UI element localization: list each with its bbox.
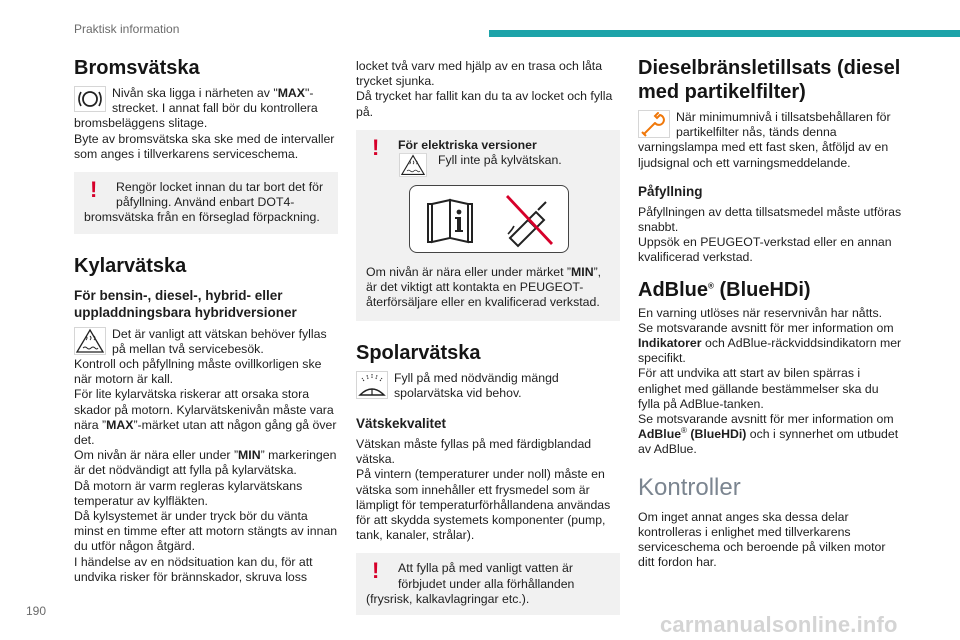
brake-fluid-title: Bromsvätska	[74, 57, 200, 79]
brake-paragraph: Nivån ska ligga i närheten av "MAX"-strecket. I annat fall bör du kontrollera bromsbeläggens slitage. Byte av bromsvätska ska ske med de intervaller som anges i tillverkarens serviceschema.	[74, 86, 335, 161]
brake-warning-box: ! Rengör locket innan du tar bort det för påfyllning. Använd enbart DOT4-bromsvätska från en förseglad förpackning.	[74, 172, 338, 234]
adblue-paragraph: En varning utlöses när reservnivån har nåtts. Se motsvarande avsnitt för mer information om Indikatorer och AdBlue-räckviddsindikatorn mer specifikt. För att undvika att start av bilen spärras i enlighet med gällande bestämmelser ska du fylla på AdBlue-tanken. Se motsvarande avsnitt för mer information om AdBlue® (BlueHDi) och i synnerhet om utbudet av AdBlue.	[638, 305, 902, 457]
service-wrench-icon	[638, 110, 672, 138]
kontroller-title: Kontroller	[638, 473, 741, 501]
hot-warning-icon	[398, 153, 428, 177]
diesel-paragraph: När minimumnivå i tillsatsbehållaren för partikelfilter nås, tänds denna varningslampa med ett fast sken, åtföljd av en ljudsignal och ett varningsmeddelande.	[638, 110, 891, 170]
coolant-title: Kylarvätska	[74, 254, 187, 277]
diesel-additive-title: Dieselbränsletillsats (diesel med partikelfilter)	[638, 57, 901, 103]
hot-warning-icon	[74, 327, 108, 355]
warning-exclamation-icon: !	[372, 558, 380, 584]
column-1	[74, 56, 338, 585]
running-header: Praktisk information	[74, 22, 180, 36]
column-3: Dieselbränsletillsats (diesel med partikelfilter) När minimumnivå i tillsatsbehållaren för partikelfilter nås, tänds denna varningslampa med ett fast sken, åtföljd av en ljudsignal och ett varningsmeddelande. Påfyllning Påfyllningen av detta tillsatsmedel måste utföras snabbt. Uppsök en PEUGEOT-verkstad eller en annan kvalificerad verkstad. AdBlue® (BlueHDi) En varning utlöses när reservnivån har nåtts. Se motsvarande avsnitt för mer information om Indikatorer och AdBlue-räckviddsindikatorn mer specifikt. För att undvika att start av bilen spärras i enlighet med gällande bestämmelser ska du fylla på AdBlue-tanken. Se motsvarande avsnitt för mer information om AdBlue® (BlueHDi) och i synnerhet om utbudet av AdBlue. Kontroller Om inget annat anges ska dessa delar kontrolleras i enlighet med tillverkarens serviceschema och beroende på vilken motor ditt fordon har.	[638, 57, 902, 570]
refill-subtitle: Påfyllning	[638, 183, 703, 199]
watermark: carmanualsonline.info	[660, 612, 898, 637]
washer-fluid-title: Spolarvätska	[356, 341, 481, 364]
coolant-subtitle: För bensin-, diesel-, hybrid- eller uppladdningsbara hybridversioner	[74, 287, 297, 320]
washer-paragraph: Fyll på med nödvändig mängd spolarvätska vid behov.	[356, 371, 620, 401]
water-warning-box: ! Att fylla på med vanligt vatten är förbjudet under alla förhållanden (frysrisk, kalkavlagringar etc.).	[356, 553, 620, 615]
column-2: locket två varv med hjälp av en trasa och låta trycket sjunka. Då trycket har fallit kan du ta av locket och fylla på. ! För elektriska versioner Fyll inte på kylvätskan. Om nivån är nära eller under märket ”MIN”, är det viktigt att kontakta en PEUGEOT-återförsäljare eller en kvalificerad verkstad. Spolarvätska Fyll på med nödvändig mängd spolarvätska vid behov. Vätskekvalitet Vätskan måste fyllas på med färdigblandad vätska. På vintern (temperaturer under noll) måste en vätska som innehåller ett frysmedel som är lämpligt för temperaturförhållandena användas för att skydda systemets komponenter (pump, tank, kanaler, strålar). ! Att fylla på med vanligt vatten är förbjudet under alla förhållanden (frysrisk, kalkavlagringar etc.).	[356, 59, 620, 615]
adblue-title: AdBlue® (BlueHDi)	[638, 278, 811, 301]
electric-warning-box: ! För elektriska versioner Fyll inte på kylvätskan. Om nivån är nära eller under märket ”MIN”, är det viktigt att kontakta en PEUGEOT-återförsäljare eller en kvalificerad verkstad.	[356, 130, 620, 321]
coolant-paragraph: Det är vanligt att vätskan behöver fyllas på mellan två servicebesök. Kontroll och påfyllning måste ovillkorligen ske när motorn är kall. För lite kylarvätska riskerar att orsaka stora skador på motorn. Kylarvätskenivån måste vara nära ”MAX”-märket utan att någon gång gå över det. Om nivån är nära eller under ”MIN” markeringen är det nödvändigt att fylla på kylarvätska. Då motorn är varm regleras kylarvätskans temperatur av kylfläkten. Då kylsystemet är under tryck bör du vänta minst en timme efter att motorn stängts av innan du utför någon åtgärd. I händelse av en nödsituation kan du, för att undvika risker för brännskador, skruva loss	[74, 326, 338, 584]
washer-fluid-icon	[356, 371, 390, 399]
no-refill-bottle-icon	[507, 196, 552, 246]
page-number: 190	[26, 604, 47, 618]
brake-fluid-icon	[74, 86, 108, 114]
warning-exclamation-icon: !	[372, 134, 380, 160]
fluid-quality-subtitle: Vätskekvalitet	[356, 416, 447, 432]
header-accent-bar	[489, 30, 960, 37]
warning-exclamation-icon: !	[90, 177, 98, 203]
manual-and-no-refill-illustration	[409, 185, 569, 253]
manual-info-icon	[428, 200, 472, 242]
